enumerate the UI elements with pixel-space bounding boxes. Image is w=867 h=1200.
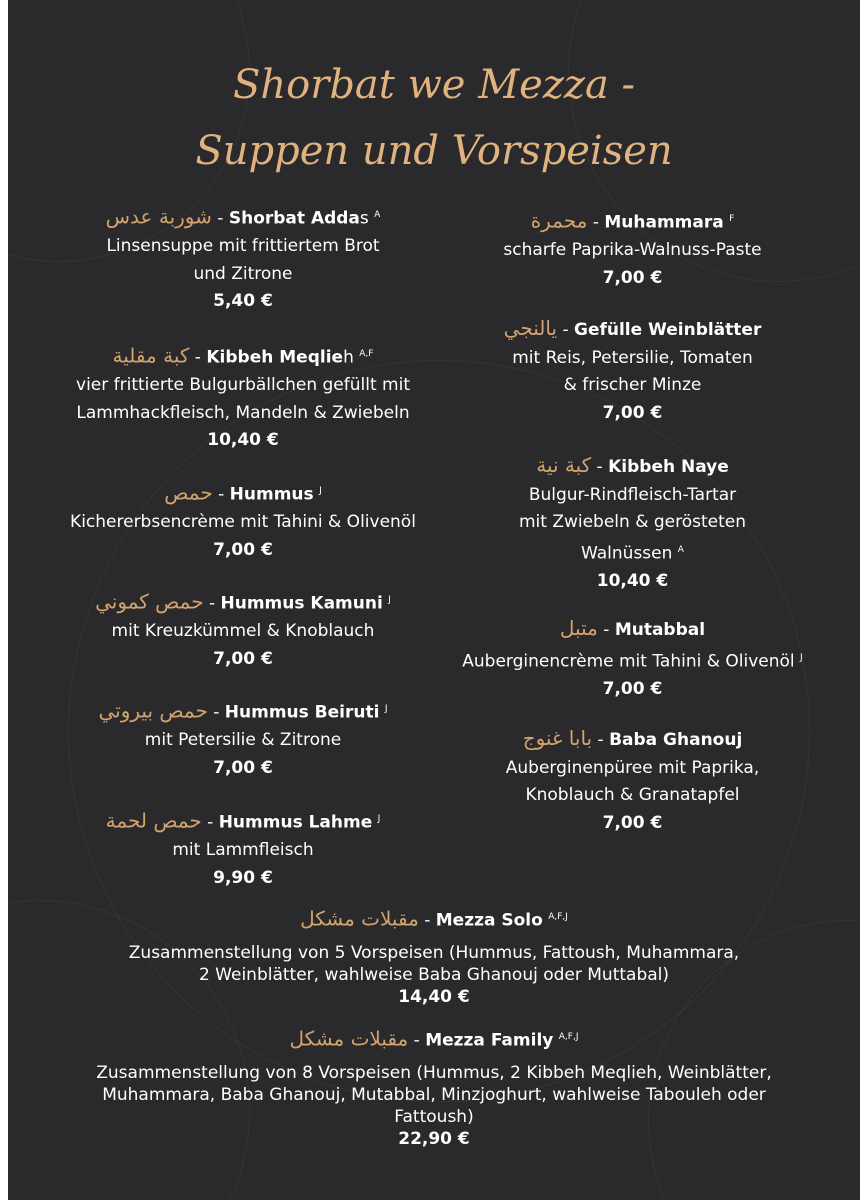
item-description: scharfe Paprika-Walnuss-Paste: [503, 240, 762, 261]
item-price: 9,90 €: [213, 867, 273, 888]
item-allergens: J: [800, 652, 803, 663]
item-description: mit Lammfleisch: [172, 840, 314, 861]
item-description: Zusammenstellung von 5 Vorspeisen (Hummus, Fattoush, Muhammara, 2 Weinblätter, wahlweise Baba Ghanouj oder Muttabal): [128, 942, 740, 985]
menu-item-muhammara: محمرة - Muhammara $^F$ scharfe Paprika-Walnuss-Paste 7,00 €: [440, 206, 825, 292]
item-price: 7,00 €: [602, 267, 663, 288]
item-arabic-name: كبة نية: [536, 453, 592, 477]
menu-item-mutabbal: متبل - Mutabbal Auberginencrème mit Tahini & Olivenöl $^J$ 7,00 €: [440, 615, 825, 703]
item-allergens: J: [319, 486, 322, 496]
menu-title-line-1: Shorbat we Mezza -: [232, 62, 636, 108]
item-name-tail: h: [343, 347, 354, 368]
menu-item-gefuelle-weinblaetter: يالنجي - Gefülle Weinblätter mit Reis, Petersilie, Tomaten & frischer Minze 7,00 €: [440, 315, 825, 427]
item-name: Gefülle Weinblätter: [574, 320, 762, 340]
item-name-tail: s: [359, 208, 369, 229]
item-arabic-name: مقبلات مشكل: [300, 906, 419, 931]
item-price: 7,00 €: [213, 757, 273, 778]
item-price: 7,00 €: [213, 648, 273, 669]
item-description: Linsensuppe mit frittiertem Brot und Zitrone: [106, 236, 380, 284]
menu-title-line-2: Suppen und Vorspeisen: [195, 128, 673, 174]
item-name: Baba Ghanouj: [609, 730, 743, 750]
item-description: Kichererbsencrème mit Tahini & Olivenöl: [70, 512, 416, 533]
item-price: 7,00 €: [602, 678, 663, 699]
item-allergens: A: [677, 544, 684, 555]
menu-page: [8, 0, 860, 1200]
menu-item-kibbeh-meqlieh: كبة مقلية - Kibbeh Meqlieh $^{A,F}$ vier frittierte Bulgurbällchen gefüllt mit Lammhackfleisch, Mandeln & Zwiebeln 10,40 €: [48, 341, 438, 455]
item-arabic-name: حمص: [164, 480, 213, 505]
item-price: 10,40 €: [596, 570, 669, 591]
item-price: 10,40 €: [207, 430, 279, 451]
item-allergens: A,F,J: [558, 1032, 579, 1042]
item-allergens: A,F: [359, 349, 374, 359]
item-arabic-name: متبل: [559, 616, 598, 640]
item-name: Kibbeh Naye: [608, 457, 729, 477]
item-name: Hummus Kamuni: [220, 593, 383, 614]
menu-item-shorbat-addas: شوربة عدس - Shorbat Addas $^A$ Linsensuppe mit frittiertem Brot und Zitrone 5,40 €: [48, 202, 438, 316]
item-price: 14,40 €: [398, 986, 470, 1007]
item-allergens: F: [729, 214, 735, 224]
item-price: 7,00 €: [602, 402, 663, 423]
item-name: Muhammara: [604, 212, 724, 233]
item-name: Mezza Solo: [435, 910, 543, 931]
item-price: 7,00 €: [213, 539, 273, 560]
menu-item-mezza-family: مقبلات مشكل - Mezza Family $^{A,F,J}$ Zusammenstellung von 8 Vorspeisen (Hummus, 2 Kibbeh Meqlieh, Weinblätter, Muhammara, Baba Ghanouj, Mutabbal, Minzjoghurt, wahlweise Tabouleh oder Fattoush) 22,90 €: [34, 1026, 834, 1150]
item-arabic-name: حمص بيروتي: [98, 698, 208, 723]
item-description: Zusammenstellung von 8 Vorspeisen (Hummus, 2 Kibbeh Meqlieh, Weinblätter, Muhammara, Baba Ghanouj, Mutabbal, Minzjoghurt, wahlweise Tabouleh oder Fattoush): [96, 1062, 772, 1127]
item-description: mit Kreuzkümmel & Knoblauch: [111, 621, 375, 642]
item-name: Mezza Family: [425, 1030, 554, 1051]
item-description: mit Reis, Petersilie, Tomaten & frischer Minze: [512, 347, 753, 395]
menu-item-hummus-beiruti: حمص بيروتي - Hummus Beiruti $^J$ mit Petersilie & Zitrone 7,00 €: [48, 696, 438, 782]
item-name: Shorbat Adda: [228, 208, 360, 229]
item-name: Hummus Beiruti: [224, 702, 380, 723]
item-name: Hummus: [229, 484, 314, 505]
item-price: 7,00 €: [602, 812, 663, 833]
item-allergens: J: [388, 595, 391, 605]
item-arabic-name: حمص كموني: [95, 589, 204, 614]
item-arabic-name: بابا غنوج: [522, 726, 593, 750]
menu-title: [8, 52, 860, 184]
menu-item-hummus-kamuni: حمص كموني - Hummus Kamuni $^J$ mit Kreuzkümmel & Knoblauch 7,00 €: [48, 587, 438, 673]
item-description: mit Petersilie & Zitrone: [144, 730, 342, 751]
item-description: vier frittierte Bulgurbällchen gefüllt mit Lammhackfleisch, Mandeln & Zwiebeln: [76, 375, 410, 423]
menu-item-baba-ghanouj: بابا غنوج - Baba Ghanouj Auberginenpüree mit Paprika, Knoblauch & Granatapfel 7,00 €: [440, 725, 825, 837]
item-allergens: A,F,J: [548, 912, 568, 922]
item-name: Mutabbal: [614, 620, 706, 640]
item-description: Auberginencrème mit Tahini & Olivenöl: [462, 651, 795, 672]
item-description: Bulgur-Rindfleisch-Tartar mit Zwiebeln & gerösteten Walnüssen: [518, 484, 747, 564]
item-arabic-name: كبة مقلية: [112, 343, 190, 368]
item-price: 22,90 €: [398, 1128, 470, 1149]
item-allergens: A: [374, 210, 381, 220]
item-allergens: J: [377, 814, 381, 824]
item-arabic-name: مقبلات مشكل: [289, 1026, 409, 1051]
menu-item-hummus-lahme: حمص لحمة - Hummus Lahme $^J$ mit Lammfleisch 9,90 €: [48, 806, 438, 892]
item-arabic-name: حمص لحمة: [105, 808, 202, 833]
item-name: Kibbeh Meqlie: [206, 347, 344, 368]
item-price: 5,40 €: [213, 291, 273, 312]
menu-item-hummus: حمص - Hummus $^J$ Kichererbsencrème mit Tahini & Olivenöl 7,00 €: [48, 478, 438, 564]
item-arabic-name: شوربة عدس: [105, 204, 212, 229]
item-description: Auberginenpüree mit Paprika, Knoblauch & Granatapfel: [505, 757, 760, 805]
item-arabic-name: محمرة: [530, 208, 588, 233]
item-allergens: J: [384, 704, 388, 714]
menu-item-mezza-solo: مقبلات مشكل - Mezza Solo $^{A,F,J}$ Zusammenstellung von 5 Vorspeisen (Hummus, Fattoush, Muhammara, 2 Weinblätter, wahlweise Baba Ghanouj oder Muttabal) 14,40 €: [34, 906, 834, 1008]
item-arabic-name: يالنجي: [503, 316, 558, 340]
menu-item-kibbeh-naye: كبة نية - Kibbeh Naye Bulgur-Rindfleisch-Tartar mit Zwiebeln & gerösteten Walnüssen $^A$ 10,40 €: [440, 452, 825, 595]
item-name: Hummus Lahme: [218, 812, 373, 833]
